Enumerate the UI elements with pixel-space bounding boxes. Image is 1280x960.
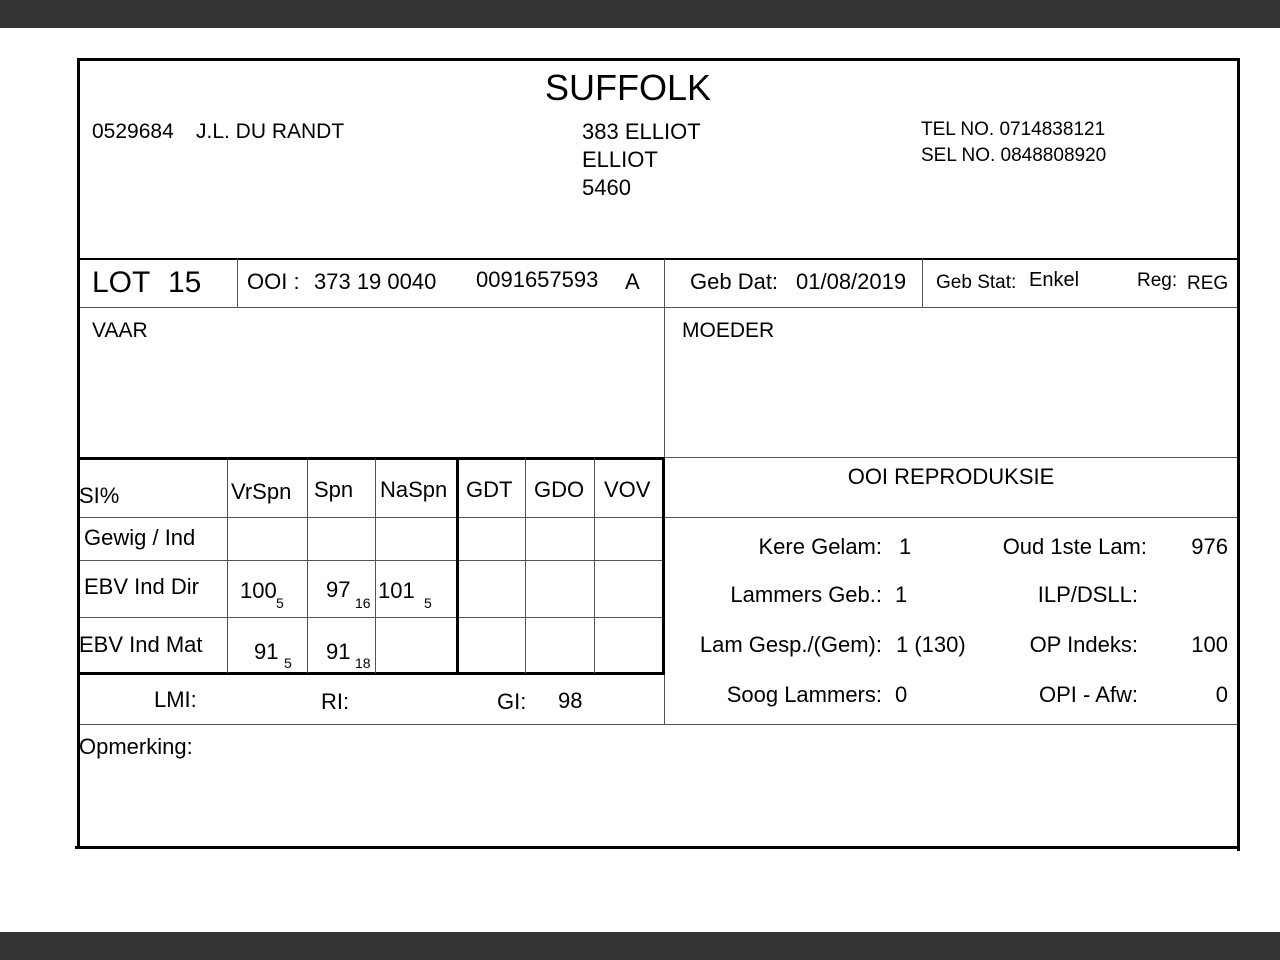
bv-row2-line: [80, 617, 665, 618]
bv-corner-label: SI%: [79, 483, 120, 508]
bv-col-vrspn: VrSpn: [231, 479, 292, 504]
frame-bottom: [75, 846, 1240, 849]
op-indeks-value: 100: [1191, 632, 1228, 657]
bv-dir-spn: 97: [326, 577, 351, 602]
birth-date-label: Geb Dat:: [690, 269, 779, 294]
bv-col-line-3: [375, 459, 376, 673]
bv-col-gdo: GDO: [534, 477, 585, 502]
bv-dir-vrspn: 100: [240, 578, 277, 603]
repro-title: OOI REPRODUKSIE: [847, 464, 1055, 489]
lmi-label: LMI:: [154, 687, 197, 712]
id-divider-1: [237, 259, 238, 307]
tel-number: TEL NO. 0714838121: [921, 119, 1106, 140]
repro-header-line: [665, 517, 1237, 518]
kere-gelam-label: Kere Gelam:: [758, 534, 882, 559]
bv-dir-vrspn-acc: 5: [276, 595, 284, 611]
birth-status-label: Geb Stat:: [936, 272, 1017, 293]
dam-label: MOEDER: [682, 319, 775, 342]
bv-dir-naspn-acc: 5: [424, 595, 432, 611]
oud-1ste-lam-label: Oud 1ste Lam:: [1002, 534, 1147, 559]
ewe-reg-number: 0091657593: [476, 267, 599, 292]
ri-label: RI:: [321, 689, 350, 714]
lammers-geb-value: 1: [895, 582, 908, 607]
sire-label: VAAR: [92, 319, 148, 342]
address-line2: ELLIOT: [582, 147, 658, 172]
bv-row-label-dir: EBV Ind Dir: [84, 574, 199, 599]
bv-dir-spn-acc: 16: [355, 595, 371, 611]
opi-afw-label: OPI - Afw:: [1038, 682, 1138, 707]
soog-lammers-value: 0: [895, 682, 908, 707]
bv-col-line-6: [594, 459, 595, 673]
ilp-dsll-label: ILP/DSLL:: [1037, 582, 1138, 607]
bv-col-line-1: [227, 459, 228, 673]
id-row-bottom-line: [80, 307, 1237, 308]
breeder-name: J.L. DU RANDT: [196, 120, 345, 143]
bv-bottom-line: [80, 672, 665, 675]
bv-col-gdt: GDT: [466, 477, 513, 502]
bv-col-line-2: [307, 459, 308, 673]
postal-code: 5460: [582, 175, 631, 200]
lam-gesp-label: Lam Gesp./(Gem):: [699, 632, 882, 657]
kere-gelam-value: 1: [899, 534, 912, 559]
bv-top-line: [80, 457, 665, 460]
id-row-top-line: [80, 258, 1237, 260]
bv-header-line: [80, 517, 665, 518]
gi-value: 98: [558, 688, 583, 713]
bv-row-label-mat: EBV Ind Mat: [79, 632, 203, 657]
bv-mat-vrspn: 91: [254, 639, 279, 664]
bv-col-line-4: [456, 459, 459, 673]
frame-right: [1237, 58, 1240, 851]
frame-top: [77, 58, 1240, 61]
soog-lammers-label: Soog Lammers:: [726, 682, 882, 707]
op-indeks-label: OP Indeks:: [1029, 632, 1138, 657]
lot-label: LOT: [92, 266, 151, 299]
id-divider-3: [922, 259, 923, 307]
address-line1: 383 ELLIOT: [582, 119, 701, 144]
oud-1ste-lam-value: 976: [1191, 534, 1228, 559]
bv-col-spn: Spn: [314, 477, 354, 502]
bv-row1-line: [80, 560, 665, 561]
lot-number: 15: [168, 266, 202, 299]
reg-value: REG: [1187, 273, 1229, 294]
bv-row-label-weight: Gewig / Ind: [84, 525, 196, 550]
gi-label: GI:: [497, 689, 527, 714]
bv-mat-vrspn-acc: 5: [284, 655, 292, 671]
ewe-grade: A: [625, 269, 640, 294]
bv-col-naspn: NaSpn: [380, 477, 448, 502]
lam-gesp-value: 1 (130): [896, 632, 966, 657]
sel-number: SEL NO. 0848808920: [921, 145, 1107, 166]
id-divider-2: [664, 259, 665, 307]
remarks-label: Opmerking:: [79, 734, 193, 759]
reg-label: Reg:: [1137, 270, 1178, 291]
index-row-line: [80, 724, 1237, 725]
bv-mat-spn-acc: 18: [355, 655, 371, 671]
bv-col-vov: VOV: [604, 477, 651, 502]
frame-left: [77, 58, 80, 849]
breeder-number: 0529684: [92, 120, 174, 143]
breed-title: SUFFOLK: [544, 67, 712, 108]
birth-status: Enkel: [1029, 269, 1080, 291]
bv-dir-naspn: 101: [378, 578, 415, 603]
ewe-id: 373 19 0040: [314, 269, 437, 294]
lammers-geb-label: Lammers Geb.:: [730, 582, 882, 607]
repro-top-line: [665, 457, 1237, 458]
birth-date: 01/08/2019: [796, 269, 907, 294]
opi-afw-value: 0: [1215, 682, 1228, 707]
bv-mat-spn: 91: [326, 639, 351, 664]
ewe-label: OOI :: [247, 269, 300, 294]
bv-col-line-5: [525, 459, 526, 673]
